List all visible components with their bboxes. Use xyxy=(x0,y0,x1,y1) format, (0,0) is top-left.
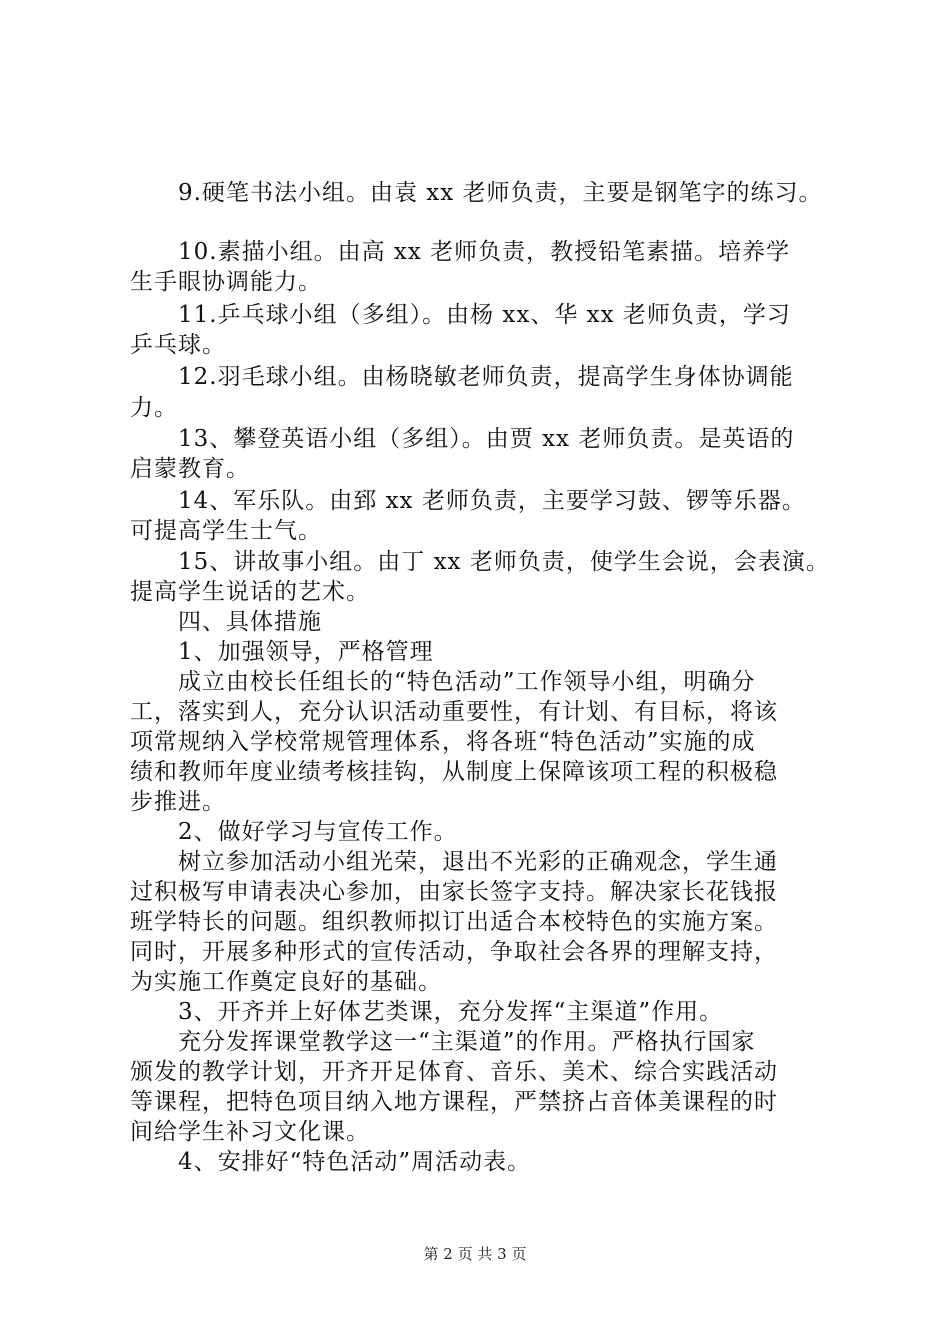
text-line: 充分发挥课堂教学这一“主渠道”的作用。严格执行国家 xyxy=(178,1029,756,1055)
text-line: 11.乒乓球小组（多组）。由杨 xx、华 xx 老师负责，学习 xyxy=(178,302,791,328)
text-line: 12.羽毛球小组。由杨晓敏老师负责，提高学生身体协调能 xyxy=(178,364,794,390)
text-line: 班学特长的问题。组织教师拟订出适合本校特色的实施方案。 xyxy=(130,909,778,935)
text-line: 15、讲故事小组。由丁 xx 老师负责，使学生会说，会表演。 xyxy=(178,549,830,575)
text-line: 同时，开展多种形式的宣传活动，争取社会各界的理解支持， xyxy=(130,939,778,965)
text-line: 14、军乐队。由郅 xx 老师负责，主要学习鼓、锣等乐器。 xyxy=(178,488,806,514)
text-line: 树立参加活动小组光荣，退出不光彩的正确观念，学生通 xyxy=(178,849,778,875)
text-line: 乒乓球。 xyxy=(130,332,226,358)
text-line: 可提高学生士气。 xyxy=(130,518,322,544)
text-line: 成立由校长任组长的“特色活动”工作领导小组，明确分 xyxy=(178,669,756,695)
text-line: 13、攀登英语小组（多组）。由贾 xx 老师负责。是英语的 xyxy=(178,426,795,452)
subsection-heading: 3、开齐并上好体艺类课，充分发挥“主渠道”作用。 xyxy=(178,999,724,1025)
page-footer: 第 2 页 共 3 页 xyxy=(423,1245,527,1263)
text-line: 步推进。 xyxy=(130,789,226,815)
text-line: 9.硬笔书法小组。由袁 xx 老师负责，主要是钢笔字的练习。 xyxy=(178,180,823,206)
text-line: 启蒙教育。 xyxy=(130,456,250,482)
subsection-heading: 1、加强领导，严格管理 xyxy=(178,639,434,665)
subsection-heading: 2、做好学习与宣传工作。 xyxy=(178,819,458,845)
text-line: 力。 xyxy=(130,395,178,421)
text-line: 为实施工作奠定良好的基础。 xyxy=(130,969,442,995)
subsection-heading: 4、安排好“特色活动”周活动表。 xyxy=(178,1149,532,1175)
text-line: 颁发的教学计划，开齐开足体育、音乐、美术、综合实践活动 xyxy=(130,1059,778,1085)
text-line: 生手眼协调能力。 xyxy=(130,269,322,295)
text-line: 10.素描小组。由高 xx 老师负责，教授铅笔素描。培养学 xyxy=(178,239,791,265)
text-line: 过积极写申请表决心参加，由家长签字支持。解决家长花钱报 xyxy=(130,879,778,905)
section-heading: 四、具体措施 xyxy=(178,609,322,635)
text-line: 间给学生补习文化课。 xyxy=(130,1119,370,1145)
text-line: 绩和教师年度业绩考核挂钩，从制度上保障该项工程的积极稳 xyxy=(130,759,778,785)
text-line: 工，落实到人，充分认识活动重要性，有计划、有目标，将该 xyxy=(130,699,778,725)
text-line: 项常规纳入学校常规管理体系，将各班“特色活动”实施的成 xyxy=(130,729,756,755)
text-line: 提高学生说话的艺术。 xyxy=(130,579,370,605)
text-line: 等课程，把特色项目纳入地方课程，严禁挤占音体美课程的时 xyxy=(130,1089,778,1115)
